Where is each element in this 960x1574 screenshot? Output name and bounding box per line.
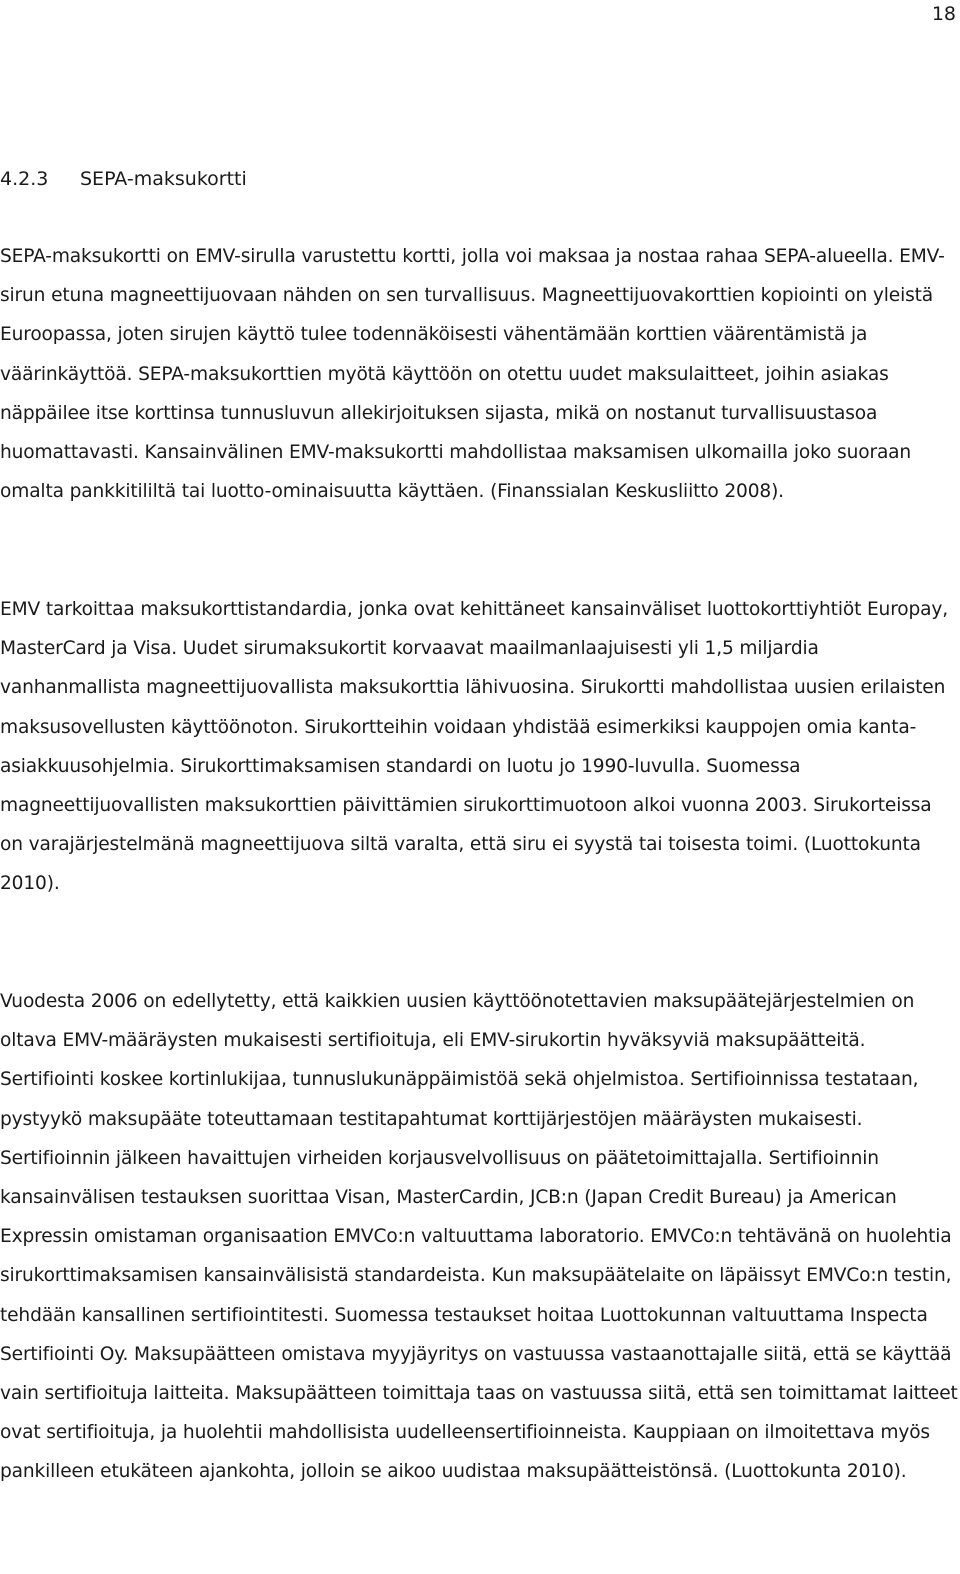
- section-heading: [0, 166, 247, 192]
- section-title: SEPA-maksukortti: [80, 168, 247, 190]
- page-number: 18: [931, 3, 956, 25]
- section-number: 4.2.3: [0, 168, 49, 190]
- paragraph-sepa-card: SEPA-maksukortti on EMV-sirulla varustettu kortti, jolla voi maksaa ja nostaa rahaa SEPA-alueella. EMV-sirun etuna magneettijuovaan nähden on sen turvallisuus. Magneettijuovakorttien kopiointi on yleistä Euroopassa, joten sirujen käyttö tulee todennäköisesti vähentämään korttien väärentämistä ja väärinkäyttöä. SEPA-maksukorttien myötä käyttöön on otettu uudet maksulaitteet, joihin asiakas näppäilee itse korttinsa tunnusluvun allekirjoituksen sijasta, mikä on nostanut turvallisuustasoa huomattavasti. Kansainvälinen EMV-maksukortti mahdollistaa maksamisen ulkomailla joko suoraan omalta pankkitililtä tai luotto-ominaisuutta käyttäen. (Finanssialan Keskusliitto 2008).: [0, 246, 945, 503]
- paragraph-emv-standard: EMV tarkoittaa maksukorttistandardia, jonka ovat kehittäneet kansainväliset luottokorttiyhtiöt Europay, MasterCard ja Visa. Uudet sirumaksukortit korvaavat maailmanlaajuisesti yli 1,5 miljardia vanhanmallista magneettijuovallista maksukorttia lähivuosina. Sirukortti mahdollistaa uusien erilaisten maksusovellusten käyttöönoton. Sirukortteihin voidaan yhdistää esimerkiksi kauppojen omia kanta-asiakkuusohjelmia. Sirukorttimaksamisen standardi on luotu jo 1990-luvulla. Suomessa magneettijuovallisten maksukorttien päivittämien sirukorttimuotoon alkoi vuonna 2003. Sirukorteissa on varajärjestelmänä magneettijuova siltä varalta, että siru ei syystä tai toisesta toimi. (Luottokunta 2010).: [0, 599, 949, 895]
- paragraph-certification: Vuodesta 2006 on edellytetty, että kaikkien uusien käyttöönotettavien maksupäätejärjestelmien on oltava EMV-määräysten mukaisesti sertifioituja, eli EMV-sirukortin hyväksyviä maksupäätteitä. Sertifiointi koskee kortinlukijaa, tunnuslukunäppäimistöä sekä ohjelmistoa. Sertifioinnissa testataan, pystyykö maksupääte toteuttamaan testitapahtumat korttijärjestöjen määräysten mukaisesti. Sertifioinnin jälkeen havaittujen virheiden korjausvelvollisuus on päätetoimittajalla. Sertifioinnin kansainvälisen testauksen suorittaa Visan, MasterCardin, JCB:n (Japan Credit Bureau) ja American Expressin omistaman organisaation EMVCo:n valtuuttama laboratorio. EMVCo:n tehtävänä on huolehtia sirukorttimaksamisen kansainvälisistä standardeista. Kun maksupäätelaite on läpäissyt EMVCo:n testin, tehdään kansallinen sertifiointitesti. Suomessa testaukset hoitaa Luottokunnan valtuuttama Inspecta Sertifiointi Oy. Maksupäätteen omistava myyjäyritys on vastuussa vastaanottajalle siitä, että se käyttää vain sertifioituja laitteita. Maksupäätteen toimittaja taas on vastuussa siitä, että sen toimittamat laitteet ovat sertifioituja, ja huolehtii mahdollisista uudelleensertifioinneista. Kauppiaan on ilmoitettava myös pankilleen etukäteen ajankohta, jolloin se aikoo uudistaa maksupäätteistönsä. (Luottokunta 2010).: [0, 991, 958, 1483]
